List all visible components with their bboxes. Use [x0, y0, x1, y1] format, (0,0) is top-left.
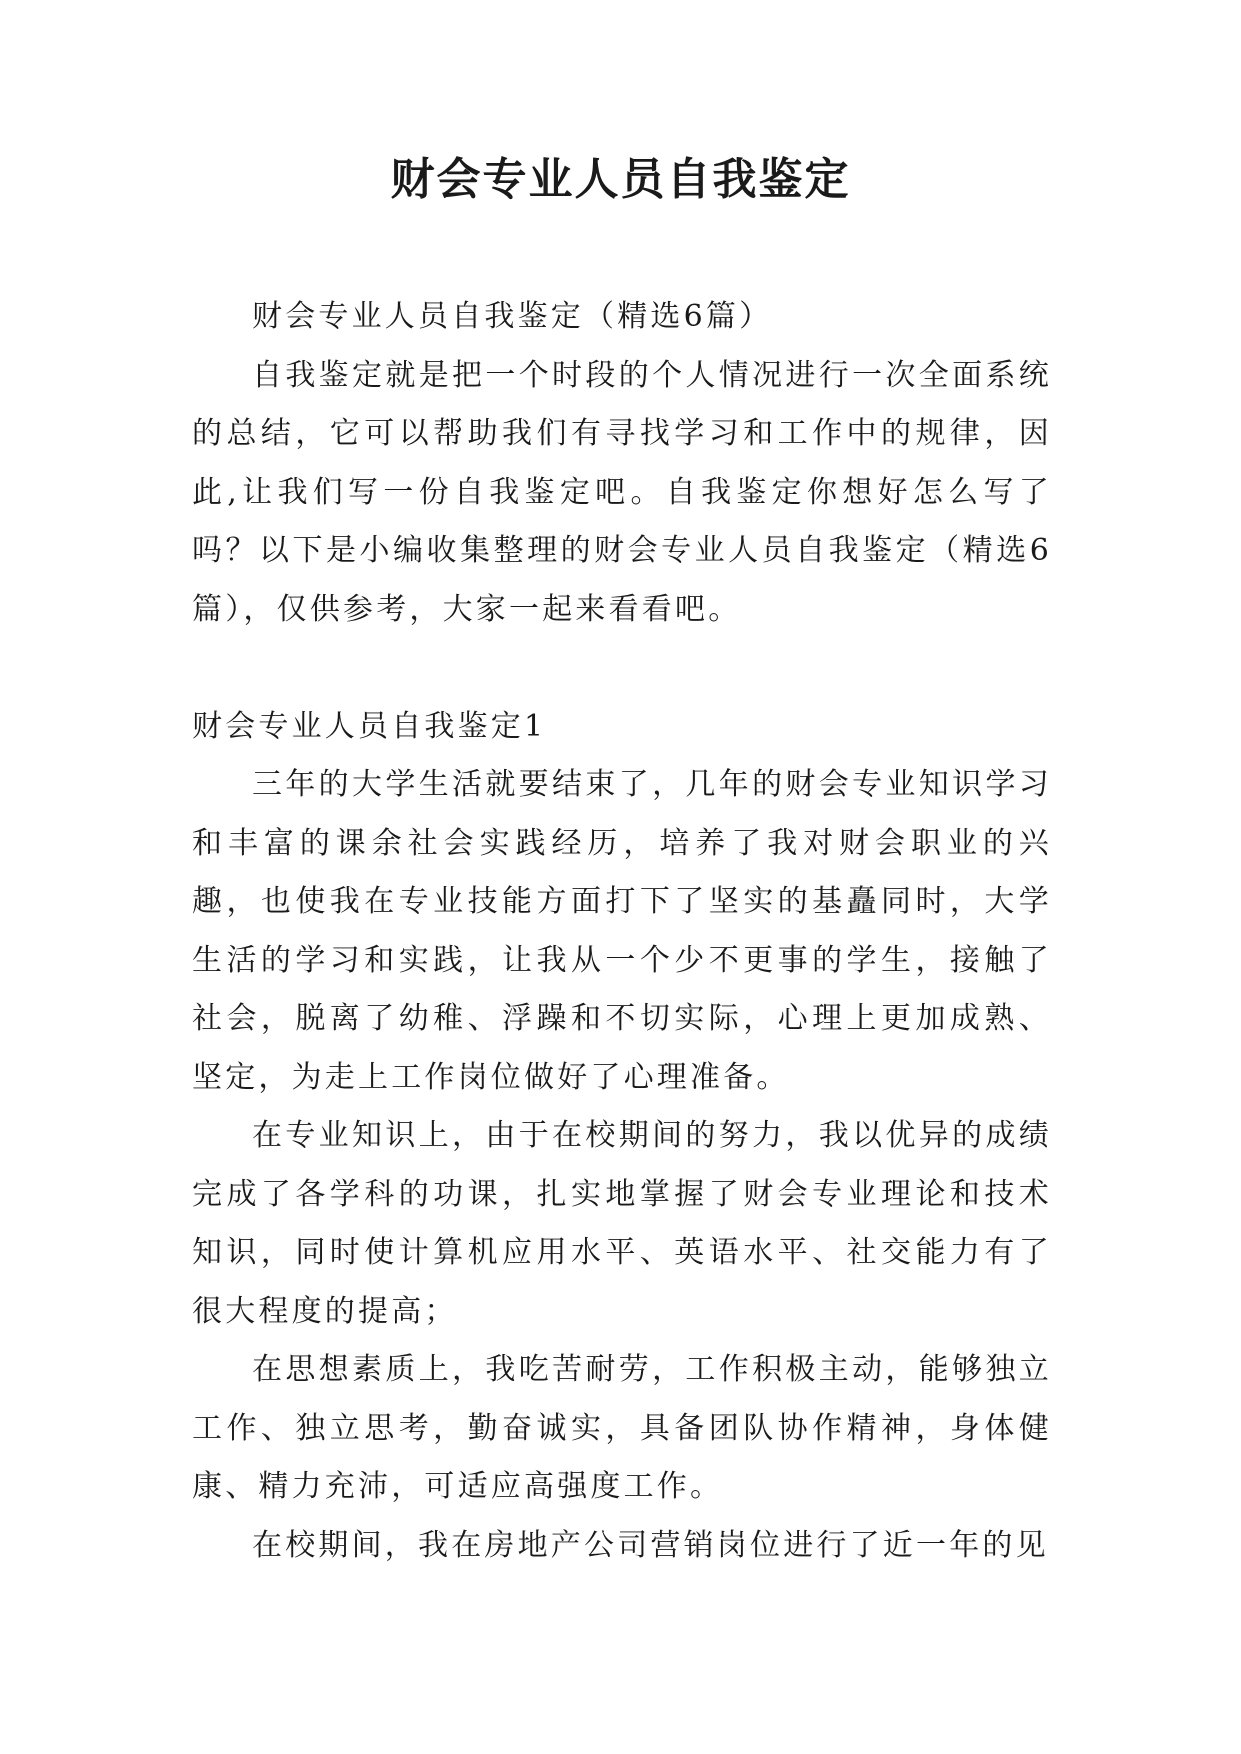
document-title: 财会专业人员自我鉴定 — [390, 154, 851, 205]
section-heading: 财会专业人员自我鉴定1 — [192, 708, 547, 744]
intro-paragraph: 自我鉴定就是把一个时段的个人情况进行一次全面系统的总结，它可以帮助我们有寻找学习和工作中的规律，因此,让我们写一份自我鉴定吧。自我鉴定你想好怎么写了吗？以下是小编收集整理的财会专业人员自我鉴定（精选6篇），仅供参考，大家一起来看看吧。 — [192, 357, 1052, 627]
body-paragraph: 在思想素质上，我吃苦耐劳，工作积极主动，能够独立工作、独立思考，勤奋诚实，具备团队协作精神，身体健康、精力充沛，可适应高强度工作。 — [192, 1352, 1052, 1504]
document-body — [192, 288, 1052, 1575]
body-paragraph: 在校期间，我在房地产公司营销岗位进行了近一年的见 — [252, 1527, 1049, 1563]
body-paragraph: 在专业知识上，由于在校期间的努力，我以优异的成绩完成了各学科的功课，扎实地掌握了财会专业理论和技术知识，同时使计算机应用水平、英语水平、社交能力有了很大程度的提高； — [192, 1118, 1052, 1329]
intro-heading: 财会专业人员自我鉴定（精选6篇） — [252, 299, 773, 334]
body-paragraph: 三年的大学生活就要结束了，几年的财会专业知识学习和丰富的课余社会实践经历，培养了我对财会职业的兴趣，也使我在专业技能方面打下了坚实的基矗同时，大学生活的学习和实践，让我从一个少不更事的学生，接触了社会，脱离了幼稚、浮躁和不切实际，心理上更加成熟、坚定，为走上工作岗位做好了心理准备。 — [192, 767, 1052, 1095]
